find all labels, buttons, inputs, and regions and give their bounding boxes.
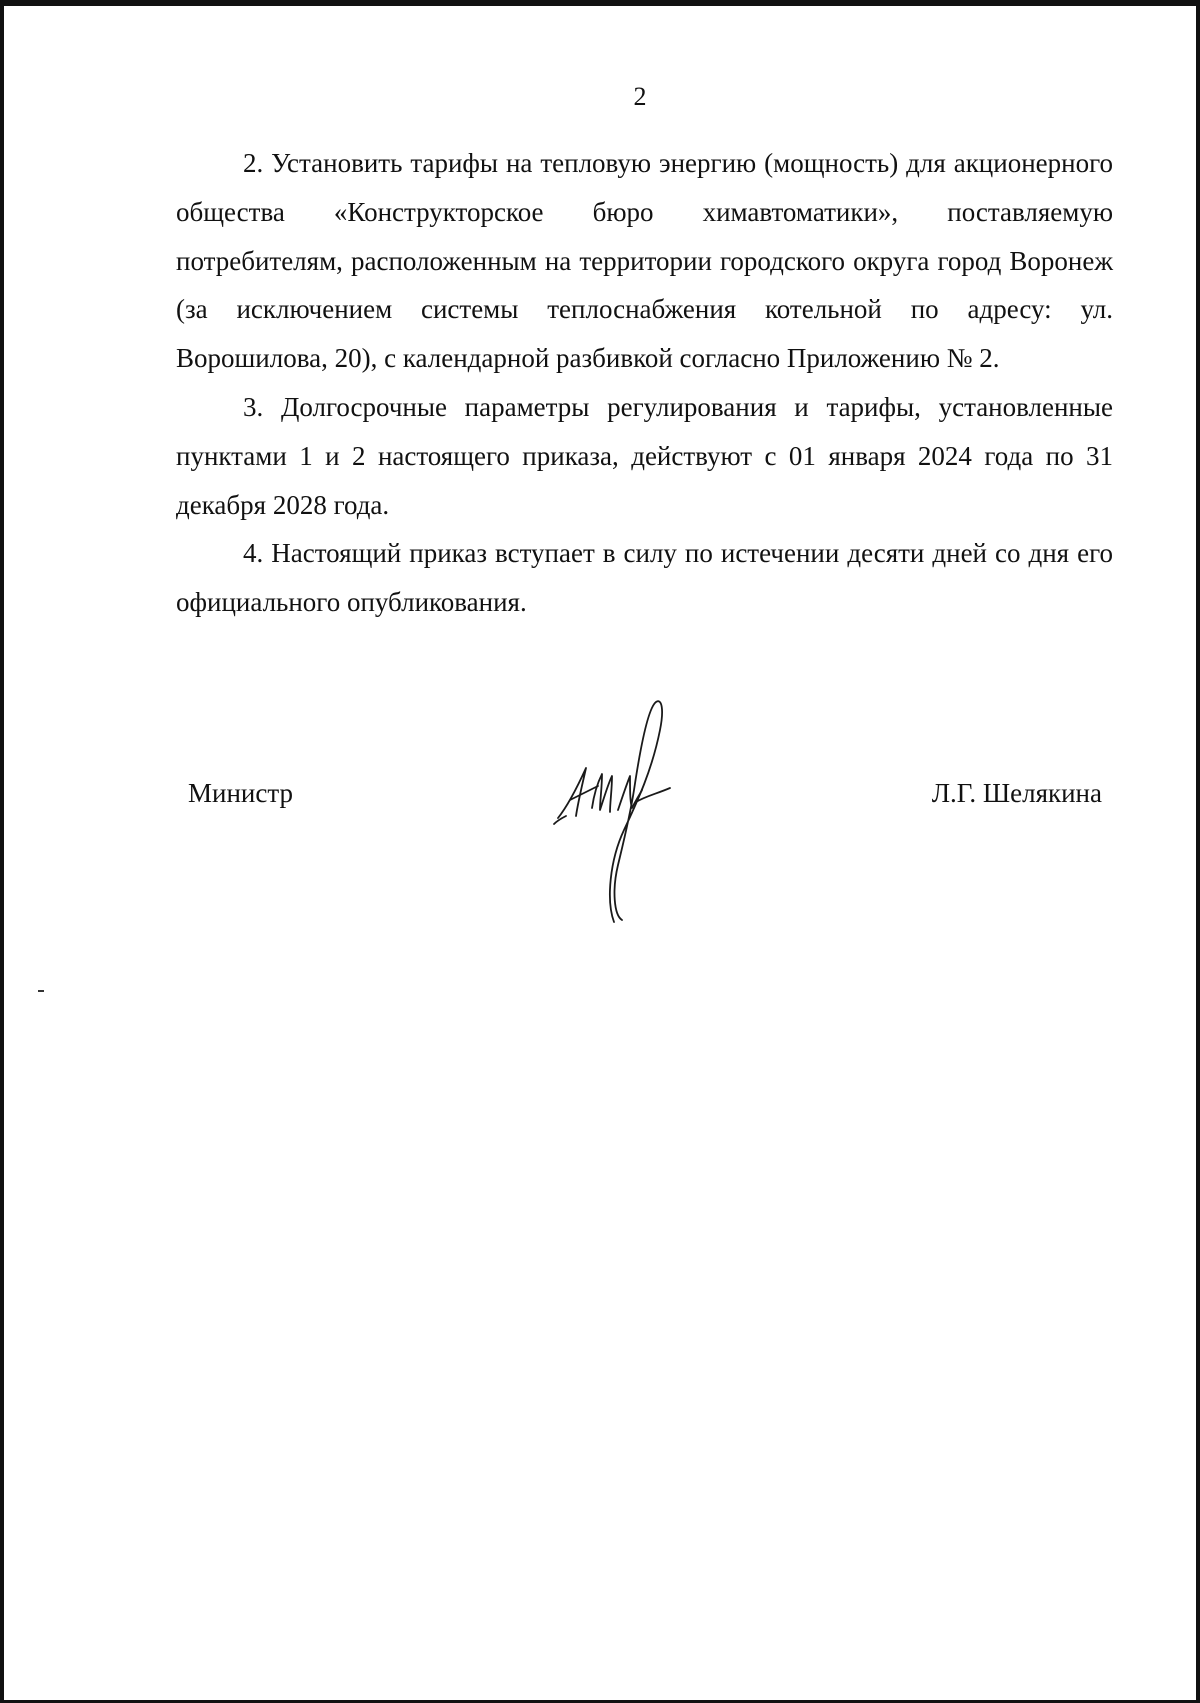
signatory-name: Л.Г. Шелякина (931, 778, 1102, 808)
paragraph-3: 3. Долгосрочные параметры регулирования и тарифы, установленные пунктами 1 и 2 настоящего приказа, действуют с 01 января 2024 года по 31 декабря 2028 года. (176, 391, 1113, 520)
signatory-position: Министр (188, 778, 293, 808)
page-number: 2 (633, 82, 647, 111)
scan-margin-mark (38, 990, 44, 992)
paragraph-4: 4. Настоящий приказ вступает в силу по истечении десяти дней со дня его официального опубликования. (176, 538, 1113, 618)
handwritten-signature (552, 690, 732, 930)
paragraph-2: 2. Установить тарифы на тепловую энергию (мощность) для акционерного общества «Конструкторское бюро химавтоматики», поставляемую потребителям, расположенным на территории городского округа город Воронеж (за исключением системы теплоснабжения котельной по адресу: ул. Ворошилова, 20), с календарной разбивкой согласно Приложению № 2. (176, 148, 1113, 374)
document-body (176, 139, 1113, 627)
